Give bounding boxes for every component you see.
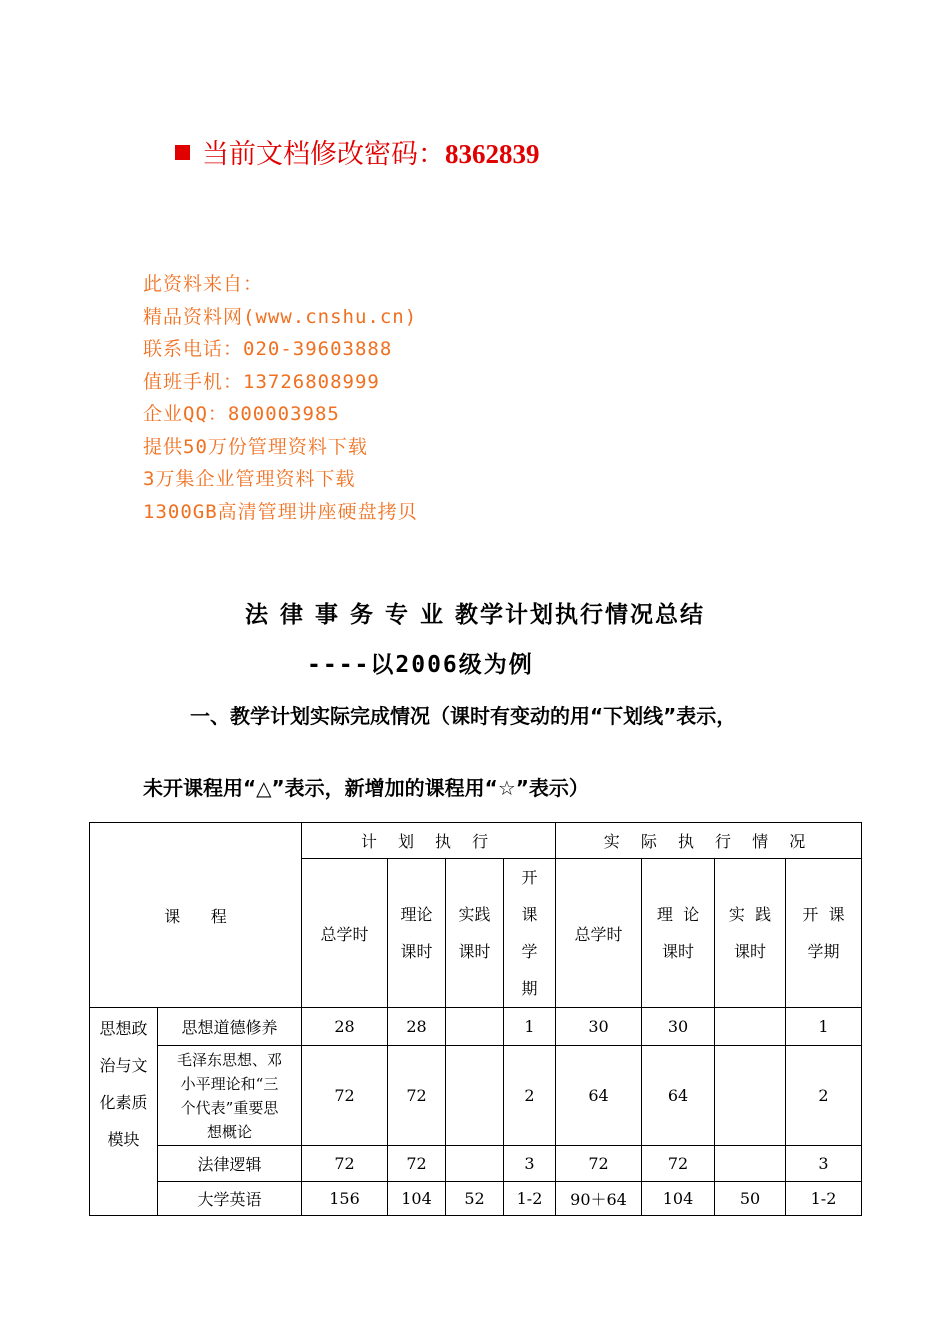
section-note-line1: 一、教学计划实际完成情况（课时有变动的用“下划线”表示， (190, 704, 737, 728)
source-line: 3万集企业管理资料下载 (143, 468, 356, 490)
plan-theory: 28 (388, 1008, 446, 1046)
plan-practice (446, 1008, 504, 1046)
plan-total: 156 (302, 1182, 388, 1216)
table-row (90, 1182, 862, 1216)
actual-term: 3 (786, 1146, 862, 1182)
course-name: 大学英语 (158, 1182, 302, 1216)
table-row (90, 1008, 862, 1046)
actual-theory: 64 (642, 1046, 715, 1146)
actual-header: 实 际 执 行 情 况 (556, 823, 862, 859)
actual-total: 64 (556, 1046, 642, 1146)
plan-total: 72 (302, 1146, 388, 1182)
course-header: 课 程 (90, 823, 302, 1008)
actual-total: 72 (556, 1146, 642, 1182)
plan-term: 3 (504, 1146, 556, 1182)
course-name: 毛泽东思想、邓 小平理论和“三 个代表”重要思 想概论 (158, 1046, 302, 1146)
actual-term: 1 (786, 1008, 862, 1046)
document-subtitle: ----以2006级为例 (307, 652, 534, 678)
actual-theory: 30 (642, 1008, 715, 1046)
plan-total: 28 (302, 1008, 388, 1046)
actual-practice (715, 1146, 786, 1182)
document-title: 法 律 事 务 专 业 教学计划执行情况总结 (244, 602, 706, 628)
actual-practice-header: 实 践 课时 (715, 859, 786, 1008)
actual-term-header: 开 课 学期 (786, 859, 862, 1008)
plan-practice (446, 1146, 504, 1182)
source-line: 精品资料网(www.cnshu.cn) (143, 305, 418, 328)
source-info (143, 268, 418, 528)
course-name: 法律逻辑 (158, 1146, 302, 1182)
curriculum-table (89, 822, 862, 1216)
section-note-line2: 未开课程用“△”表示，新增加的课程用“☆”表示） (143, 776, 589, 800)
actual-practice: 50 (715, 1182, 786, 1216)
plan-practice-header: 实践 课时 (446, 859, 504, 1008)
source-line: 企业QQ：800003985 (143, 403, 340, 425)
actual-total: 90＋64 (556, 1182, 642, 1216)
plan-theory: 72 (388, 1046, 446, 1146)
actual-total: 30 (556, 1008, 642, 1046)
password-label: 当前文档修改密码： (202, 139, 445, 170)
plan-term: 1-2 (504, 1182, 556, 1216)
actual-practice (715, 1046, 786, 1146)
plan-practice: 52 (446, 1182, 504, 1216)
source-line: 提供50万份管理资料下载 (143, 435, 368, 458)
plan-term: 2 (504, 1046, 556, 1146)
actual-term: 2 (786, 1046, 862, 1146)
source-line: 联系电话：020-39603888 (143, 338, 393, 360)
plan-total-header: 总学时 (302, 859, 388, 1008)
course-name: 思想道德修养 (158, 1008, 302, 1046)
source-line: 此资料来自： (143, 273, 264, 295)
actual-term: 1-2 (786, 1182, 862, 1216)
plan-theory: 72 (388, 1146, 446, 1182)
plan-theory-header: 理论 课时 (388, 859, 446, 1008)
red-square-icon (175, 145, 190, 160)
actual-theory: 72 (642, 1146, 715, 1182)
table-row (90, 1046, 862, 1146)
plan-theory: 104 (388, 1182, 446, 1216)
password-value: 8362839 (445, 139, 540, 169)
actual-total-header: 总学时 (556, 859, 642, 1008)
actual-theory: 104 (642, 1182, 715, 1216)
plan-term-header: 开 课 学 期 (504, 859, 556, 1008)
actual-practice (715, 1008, 786, 1046)
source-line: 值班手机：13726808999 (143, 370, 380, 393)
plan-practice (446, 1046, 504, 1146)
actual-theory-header: 理 论 课时 (642, 859, 715, 1008)
table-row (90, 1146, 862, 1182)
plan-term: 1 (504, 1008, 556, 1046)
module-cell: 思想政 治与文 化素质 模块 (90, 1008, 158, 1216)
password-notice (175, 132, 540, 171)
plan-header: 计 划 执 行 (302, 823, 556, 859)
plan-total: 72 (302, 1046, 388, 1146)
source-line: 1300GB高清管理讲座硬盘拷贝 (143, 500, 418, 523)
